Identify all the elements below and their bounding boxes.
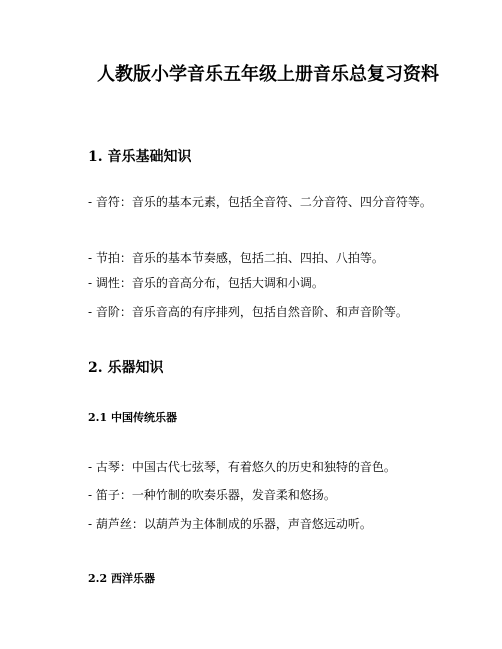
list-item: - 音符：音乐的基本元素，包括全音符、二分音符、四分音符等。: [88, 195, 432, 209]
subsection-heading-western-instruments: 2.2 西洋乐器: [88, 572, 155, 585]
subsection-heading-chinese-instruments: 2.1 中国传统乐器: [88, 411, 177, 424]
list-item: - 调性：音乐的音高分布，包括大调和小调。: [88, 276, 324, 290]
section-heading-instruments: 2. 乐器知识: [88, 360, 164, 376]
document-title: 人教版小学音乐五年级上册音乐总复习资料: [97, 64, 439, 85]
list-item: - 葫芦丝：以葫芦为主体制成的乐器，声音悠远动听。: [88, 517, 372, 531]
list-item: - 音阶：音乐音高的有序排列，包括自然音阶、和声音阶等。: [88, 305, 408, 319]
list-item: - 笛子：一种竹制的吹奏乐器，发音柔和悠扬。: [88, 488, 336, 502]
list-item: - 节拍：音乐的基本节奏感，包括二拍、四拍、八拍等。: [88, 251, 384, 265]
list-item: - 古琴：中国古代七弦琴，有着悠久的历史和独特的音色。: [88, 460, 396, 474]
section-heading-basics: 1. 音乐基础知识: [88, 149, 192, 165]
